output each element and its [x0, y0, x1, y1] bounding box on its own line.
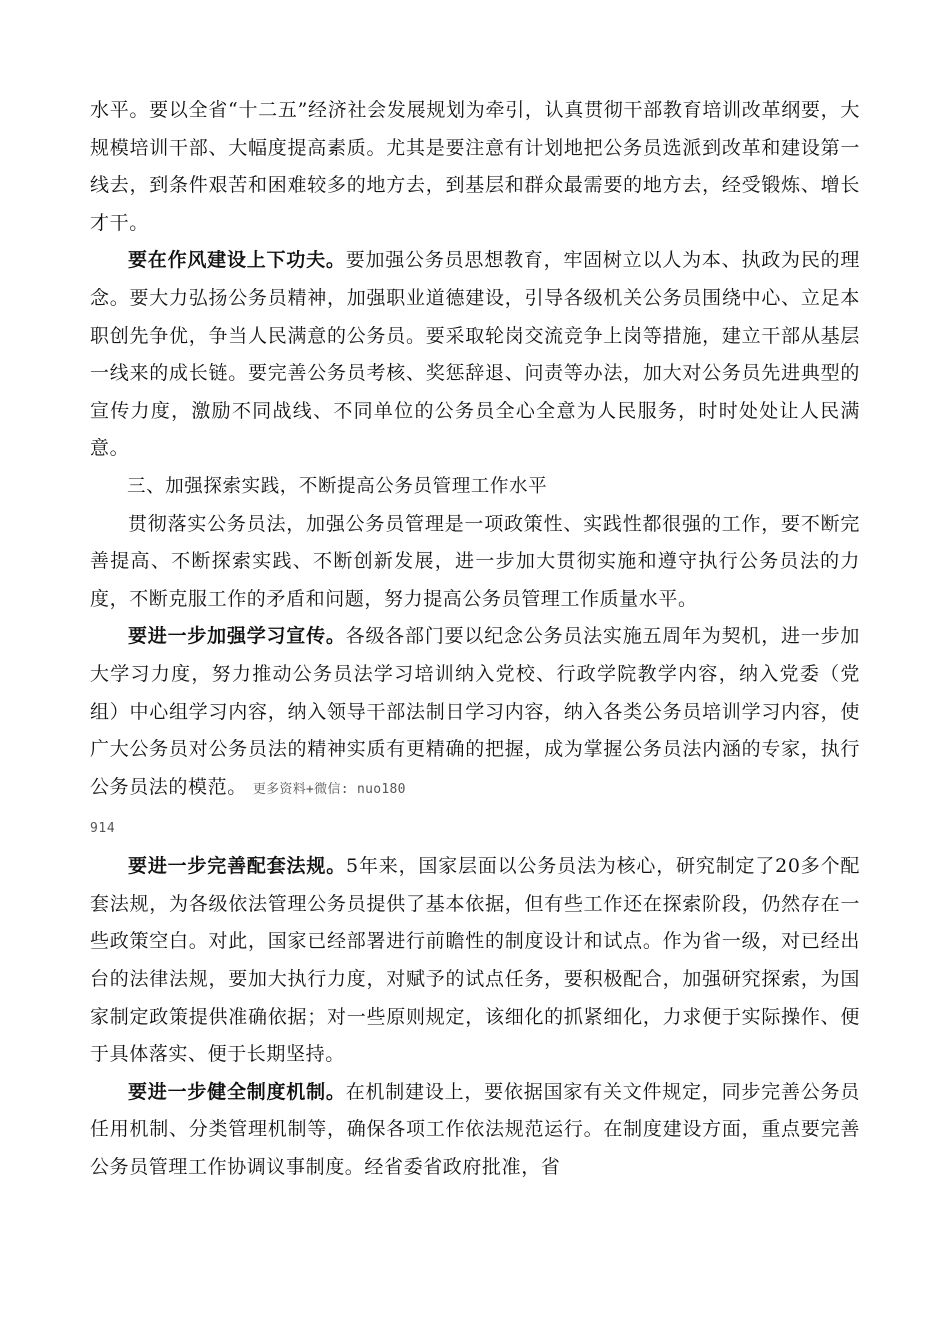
paragraph-text: 在机制建设上，要依据国家有关文件规定，同步完善公务员任用机制、分类管理机制等，确保各项工作依法规范运行。在制度建设方面，重点要完善公务员管理工作协调议事制度。经省委省政府批准，省: [90, 1080, 860, 1179]
paragraph-section-intro: [90, 506, 860, 619]
paragraph-text: 要加强公务员思想教育，牢固树立以人为本、执政为民的理念。要大力弘扬公务员精神，加强职业道德建设，引导各级机关公务员围绕中心、立足本职创先争优，争当人民满意的公务员。要采取轮岗交流竞争上岗等措施，建立干部从基层一线来的成长链。要完善公务员考核、奖惩辞退、问责等办法，加大对公务员先进典型的宣传力度，激励不同战线、不同单位的公务员全心全意为人民服务，时时处处让人民满意。: [90, 249, 860, 460]
paragraph-lead-heading: 要进一步健全制度机制。: [128, 1080, 346, 1103]
paragraph-lead-heading: 要进一步加强学习宣传。: [128, 625, 346, 648]
paragraph-institutional-mechanisms: [90, 1074, 860, 1187]
watermark-note: 更多资料+微信: nuo180: [252, 781, 406, 797]
paragraph-study-publicity: [90, 618, 860, 808]
paragraph-text: 贯彻落实公务员法，加强公务员管理是一项政策性、实践性都很强的工作，要不断完善提高、不断探索实践、不断创新发展，进一步加大贯彻实施和遵守执行公务员法的力度，不断克服工作的矛盾和问题，努力提高公务员管理工作质量水平。: [90, 512, 860, 610]
paragraph-supporting-regulations: [90, 848, 860, 1074]
paragraph-lead-heading: 要在作风建设上下功夫。: [128, 249, 346, 272]
paragraph-text: 各级各部门要以纪念公务员法实施五周年为契机，进一步加大学习力度，努力推动公务员法学习培训纳入党校、行政学院教学内容，纳入党委（党组）中心组学习内容，纳入领导干部法制日学习内容，纳入各类公务员培训学习内容，使广大公务员对公务员法的精神实质有更精确的把握，成为掌握公务员法内涵的专家，执行公务员法的模范。: [90, 625, 860, 798]
paragraph-work-style: [90, 242, 860, 468]
paragraph-lead-heading: 要进一步完善配套法规。: [128, 855, 347, 878]
watermark-note-tail: 914: [90, 821, 116, 837]
paragraph-text: 5年来，国家层面以公务员法为核心，研究制定了20多个配套法规，为各级依法管理公务员提供了基本依据，但有些工作还在探索阶段，仍然存在一些政策空白。对此，国家已经部署进行前瞻性的制度设计和试点。作为省一级，对已经出台的法律法规，要加大执行力度，对赋予的试点任务，要积极配合，加强研究探索，为国家制定政策提供准确依据；对一些原则规定，该细化的抓紧细化，力求便于实际操作、便于具体落实、便于长期坚持。: [90, 855, 860, 1066]
paragraph-text: 水平。要以全省“十二五”经济社会发展规划为牵引，认真贯彻干部教育培训改革纲要，大规模培训干部、大幅度提高素质。尤其是要注意有计划地把公务员选派到改革和建设第一线去，到条件艰苦和困难较多的地方去，到基层和群众最需要的地方去，经受锻炼、增长才干。: [90, 99, 860, 234]
paragraph-continuation: [90, 92, 860, 242]
section-heading: 三、加强探索实践，不断提高公务员管理工作水平: [127, 475, 548, 497]
document-page: [90, 92, 860, 1187]
